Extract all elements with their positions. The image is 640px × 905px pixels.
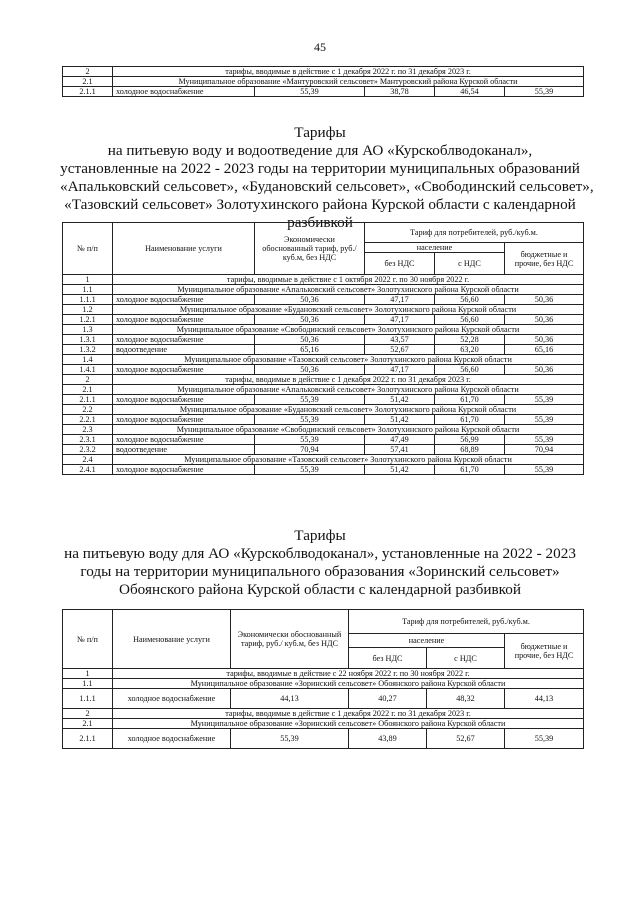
- row-number: 2.3: [63, 425, 113, 435]
- tariff-table-oboyan: [62, 609, 584, 749]
- row-description: тарифы, вводимые в действие с 1 октября 2022 г. по 30 ноября 2022 г.: [113, 275, 584, 285]
- tariff-value-v2: 47,17: [365, 315, 435, 325]
- row-number: 1.3: [63, 325, 113, 335]
- row-number: 2.2.1: [63, 415, 113, 425]
- service-name: холодное водоснабжение: [113, 415, 255, 425]
- table-row: [63, 315, 584, 325]
- title-line: «Апальковский сельсовет», «Будановский сельсовет», «Свободинский сельсовет»,: [60, 178, 594, 195]
- tariff-value-v1: 65,16: [255, 345, 365, 355]
- row-number: 1.1.1: [63, 295, 113, 305]
- row-number: 2.1.1: [63, 395, 113, 405]
- table-row: [63, 335, 584, 345]
- tariff-value-v1: 70,94: [255, 445, 365, 455]
- tariff-value-v4: 55,39: [505, 435, 584, 445]
- title-line: «Тазовский сельсовет» Золотухинского района Курской области с календарной: [64, 196, 576, 213]
- section-row: [63, 405, 584, 415]
- section-row: [63, 425, 584, 435]
- service-name: холодное водоснабжение: [113, 435, 255, 445]
- tariff-value-v3: 52,67: [427, 729, 505, 749]
- row-description: тарифы, вводимые в действие с 1 декабря 2022 г. по 31 декабря 2023 г.: [113, 67, 584, 77]
- tariff-value-v2: 38,78: [365, 87, 435, 97]
- title-line: Тарифы: [294, 527, 346, 544]
- section-row: [63, 275, 584, 285]
- header-budget: бюджетные и прочие, без НДС: [505, 243, 584, 275]
- row-number: 1.1: [63, 679, 113, 689]
- tariff-value-v3: 52,28: [435, 335, 505, 345]
- tariff-value-v2: 51,42: [365, 465, 435, 475]
- row-number: 1.4.1: [63, 365, 113, 375]
- tariff-value-v1: 55,39: [255, 395, 365, 405]
- tariff-value-v2: 43,57: [365, 335, 435, 345]
- tariff-value-v4: 65,16: [505, 345, 584, 355]
- table-row: [63, 345, 584, 355]
- header-num: № п/п: [63, 223, 113, 275]
- header-econ: Экономически обоснованный тариф, руб./ куб.м, без НДС: [255, 223, 365, 275]
- section-row: [63, 305, 584, 315]
- tariff-value-v1: 50,36: [255, 315, 365, 325]
- header-tariff: Тариф для потребителей, руб./куб.м.: [365, 223, 584, 243]
- table-row: [63, 87, 584, 97]
- tariff-value-v3: 56,60: [435, 295, 505, 305]
- row-number: 1.4: [63, 355, 113, 365]
- tariff-value-v3: 63,20: [435, 345, 505, 355]
- service-name: холодное водоснабжение: [113, 315, 255, 325]
- tariff-value-v2: 52,67: [365, 345, 435, 355]
- row-number: 2: [63, 67, 113, 77]
- title-line: Обоянского района Курской области с календарной разбивкой: [118, 581, 522, 598]
- row-number: 2.4: [63, 455, 113, 465]
- row-number: 2.4.1: [63, 465, 113, 475]
- row-number: 1: [63, 275, 113, 285]
- title-line: разбивкой: [287, 214, 353, 231]
- section1-title: [60, 124, 594, 232]
- row-description: тарифы, вводимые в действие с 1 декабря 2022 г. по 31 декабря 2023 г.: [113, 709, 584, 719]
- row-number: 1.3.1: [63, 335, 113, 345]
- row-number: 2.1.1: [63, 87, 113, 97]
- row-number: 1.3.2: [63, 345, 113, 355]
- tariff-value-v3: 48,32: [427, 689, 505, 709]
- tariff-value-v2: 57,41: [365, 445, 435, 455]
- header-num: № п/п: [63, 610, 113, 669]
- row-number: 2.3.1: [63, 435, 113, 445]
- header-no-vat: без НДС: [365, 253, 435, 275]
- header-population: население: [365, 243, 505, 253]
- service-name: водоотведение: [113, 345, 255, 355]
- service-name: холодное водоснабжение: [113, 335, 255, 345]
- tariff-value-v2: 47,17: [365, 365, 435, 375]
- service-name: водоотведение: [113, 445, 255, 455]
- section-row: [63, 385, 584, 395]
- tariff-value-v1: 50,36: [255, 365, 365, 375]
- tariff-value-v3: 56,99: [435, 435, 505, 445]
- table-row: [63, 395, 584, 405]
- service-name: холодное водоснабжение: [113, 395, 255, 405]
- tariff-value-v2: 47,49: [365, 435, 435, 445]
- service-name: холодное водоснабжение: [113, 729, 231, 749]
- table-row: [63, 689, 584, 709]
- tariff-value-v1: 55,39: [255, 465, 365, 475]
- section-row: [63, 455, 584, 465]
- header-budget: бюджетные и прочие, без НДС: [505, 634, 584, 669]
- row-number: 2.3.2: [63, 445, 113, 455]
- tariff-value-v3: 46,54: [435, 87, 505, 97]
- service-name: холодное водоснабжение: [113, 87, 255, 97]
- header-with-vat: с НДС: [427, 648, 505, 669]
- tariff-value-v3: 56,60: [435, 315, 505, 325]
- header-econ: Экономически обоснованный тариф, руб./ куб.м, без НДС: [231, 610, 349, 669]
- section-row: [63, 719, 584, 729]
- service-name: холодное водоснабжение: [113, 295, 255, 305]
- tariff-value-v1: 50,36: [255, 335, 365, 345]
- service-name: холодное водоснабжение: [113, 465, 255, 475]
- row-description: Муниципальное образование «Будановский сельсовет» Золотухинского района Курской области: [113, 405, 584, 415]
- title-line: Тарифы: [294, 124, 346, 141]
- tariff-value-v3: 61,70: [435, 415, 505, 425]
- row-number: 2.1: [63, 77, 113, 87]
- table-row: [63, 415, 584, 425]
- tariff-value-v4: 50,36: [505, 335, 584, 345]
- header-population: население: [349, 634, 505, 648]
- tariff-table-zolotukhino: [62, 222, 584, 475]
- title-line: на питьевую воду для АО «Курскоблводоканал», установленные на 2022 - 2023: [64, 545, 576, 562]
- row-description: тарифы, вводимые в действие с 22 ноября 2022 г. по 30 ноября 2022 г.: [113, 669, 584, 679]
- tariff-value-v4: 50,36: [505, 315, 584, 325]
- title-line: на питьевую воду и водоотведение для АО «Курскоблводоканал»,: [107, 142, 533, 159]
- table-row: [63, 295, 584, 305]
- tariff-value-v3: 61,70: [435, 395, 505, 405]
- row-description: Муниципальное образование «Будановский сельсовет» Золотухинского района Курской области: [113, 305, 584, 315]
- row-number: 2.1: [63, 385, 113, 395]
- tariff-value-v2: 47,17: [365, 295, 435, 305]
- tariff-value-v4: 55,39: [505, 415, 584, 425]
- section-row: [63, 709, 584, 719]
- tariff-value-v1: 55,39: [255, 435, 365, 445]
- row-number: 2.1.1: [63, 729, 113, 749]
- tariff-value-v2: 43,89: [349, 729, 427, 749]
- tariff-value-v4: 44,13: [505, 689, 584, 709]
- tariff-value-v2: 51,42: [365, 395, 435, 405]
- row-description: Муниципальное образование «Зоринский сельсовет» Обоянского района Курской области: [113, 679, 584, 689]
- row-number: 2.2: [63, 405, 113, 415]
- section2-title: [60, 527, 580, 599]
- row-description: Муниципальное образование «Апальковский сельсовет» Золотухинского района Курской области: [113, 285, 584, 295]
- header-tariff: Тариф для потребителей, руб./куб.м.: [349, 610, 584, 634]
- tariff-value-v1: 44,13: [231, 689, 349, 709]
- table-row: [63, 465, 584, 475]
- tariff-value-v3: 68,89: [435, 445, 505, 455]
- row-number: 1.1.1: [63, 689, 113, 709]
- header-name: Наименование услуги: [113, 223, 255, 275]
- row-description: Муниципальное образование «Свободинский сельсовет» Золотухинского района Курской области: [113, 425, 584, 435]
- tariff-value-v3: 61,70: [435, 465, 505, 475]
- service-name: холодное водоснабжение: [113, 365, 255, 375]
- tariff-value-v4: 70,94: [505, 445, 584, 455]
- row-description: Муниципальное образование «Мантуровский сельсовет» Мантуровский района Курской области: [113, 77, 584, 87]
- tariff-value-v4: 55,39: [505, 465, 584, 475]
- tariff-value-v4: 50,36: [505, 295, 584, 305]
- page-number: 45: [314, 40, 326, 54]
- header-with-vat: с НДС: [435, 253, 505, 275]
- row-number: 2: [63, 709, 113, 719]
- tariff-value-v4: 55,39: [505, 729, 584, 749]
- tariff-value-v1: 55,39: [231, 729, 349, 749]
- header-name: Наименование услуги: [113, 610, 231, 669]
- tariff-value-v3: 56,60: [435, 365, 505, 375]
- row-description: Муниципальное образование «Свободинский сельсовет» Золотухинского района Курской области: [113, 325, 584, 335]
- header-no-vat: без НДС: [349, 648, 427, 669]
- tariff-value-v4: 55,39: [505, 87, 584, 97]
- section-row: [63, 285, 584, 295]
- row-number: 2: [63, 375, 113, 385]
- title-line: установленные на 2022 - 2023 годы на территории муниципальных образований: [60, 160, 580, 177]
- tariff-value-v1: 50,36: [255, 295, 365, 305]
- row-description: Муниципальное образование «Апальковский сельсовет» Золотухинского района Курской области: [113, 385, 584, 395]
- table-row: [63, 365, 584, 375]
- row-number: 1: [63, 669, 113, 679]
- section-row: [63, 67, 584, 77]
- table-row: [63, 435, 584, 445]
- tariff-value-v2: 40,27: [349, 689, 427, 709]
- table-row: [63, 445, 584, 455]
- section-row: [63, 679, 584, 689]
- table-row: [63, 729, 584, 749]
- tariff-value-v4: 55,39: [505, 395, 584, 405]
- section-row: [63, 325, 584, 335]
- row-number: 1.1: [63, 285, 113, 295]
- row-number: 2.1: [63, 719, 113, 729]
- row-description: Муниципальное образование «Тазовский сельсовет» Золотухинского района Курской области: [113, 355, 584, 365]
- section-row: [63, 77, 584, 87]
- section-row: [63, 375, 584, 385]
- tariff-value-v2: 51,42: [365, 415, 435, 425]
- row-number: 1.2: [63, 305, 113, 315]
- tariff-value-v4: 50,36: [505, 365, 584, 375]
- row-number: 1.2.1: [63, 315, 113, 325]
- row-description: Муниципальное образование «Тазовский сельсовет» Золотухинского района Курской области: [113, 455, 584, 465]
- tariff-table-continuation: [62, 66, 584, 97]
- tariff-value-v1: 55,39: [255, 87, 365, 97]
- row-description: тарифы, вводимые в действие с 1 декабря 2022 г. по 31 декабря 2023 г.: [113, 375, 584, 385]
- row-description: Муниципальное образование «Зоринский сельсовет» Обоянского района Курской области: [113, 719, 584, 729]
- section-row: [63, 669, 584, 679]
- title-line: годы на территории муниципального образования «Зоринский сельсовет»: [80, 563, 560, 580]
- service-name: холодное водоснабжение: [113, 689, 231, 709]
- section-row: [63, 355, 584, 365]
- tariff-value-v1: 55,39: [255, 415, 365, 425]
